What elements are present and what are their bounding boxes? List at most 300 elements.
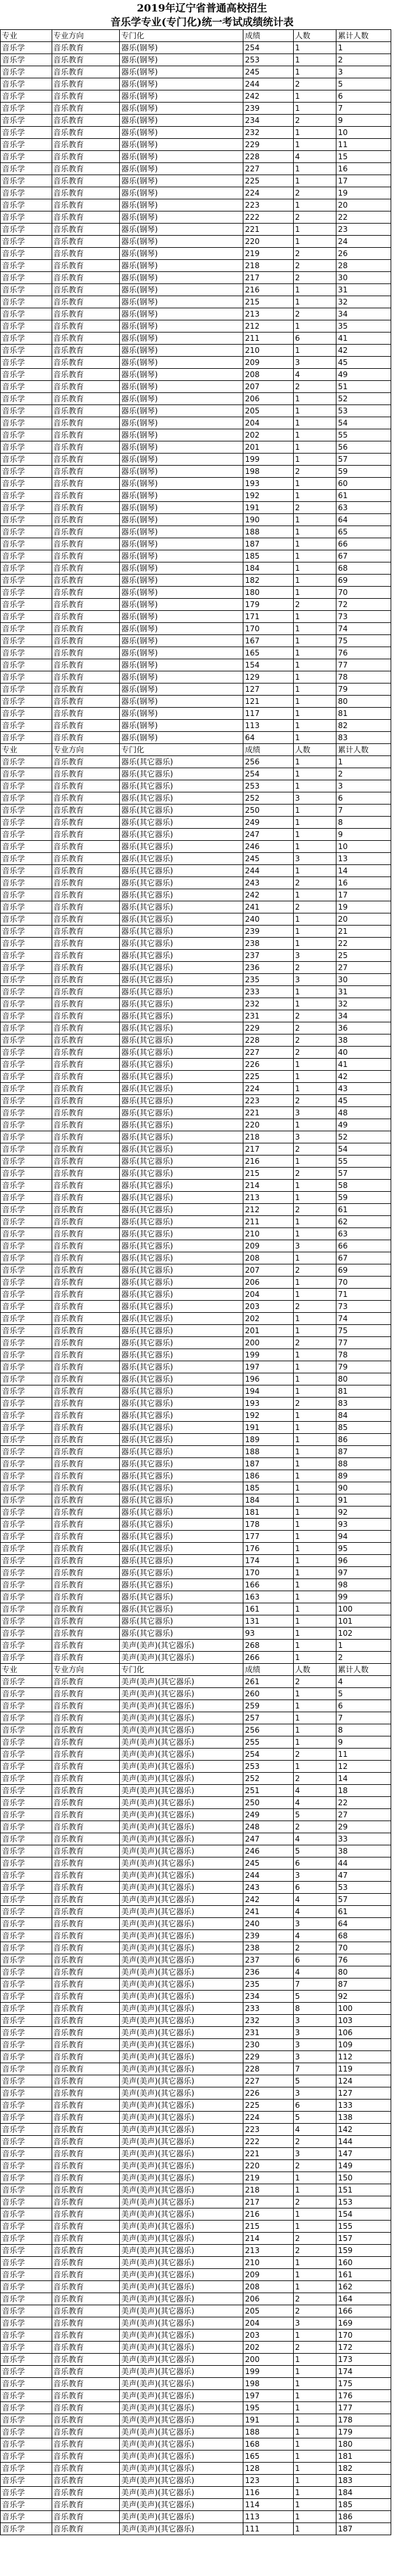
table-cell: 1 bbox=[293, 2463, 336, 2475]
table-cell: 器乐(钢琴) bbox=[120, 405, 243, 417]
table-cell: 4 bbox=[293, 151, 336, 163]
table-cell: 16 bbox=[336, 163, 391, 175]
table-cell: 1 bbox=[293, 2281, 336, 2293]
table-cell: 音乐教育 bbox=[52, 454, 120, 466]
table-row bbox=[1, 1700, 391, 1712]
table-cell: 音乐学 bbox=[1, 1264, 52, 1277]
table-cell: 116 bbox=[243, 2487, 294, 2499]
table-cell: 音乐教育 bbox=[52, 1458, 120, 1470]
table-cell: 231 bbox=[243, 2027, 294, 2039]
table-cell: 11 bbox=[336, 139, 391, 151]
table-cell: 1 bbox=[293, 2378, 336, 2390]
table-cell: 音乐学 bbox=[1, 1531, 52, 1543]
table-cell: 22 bbox=[336, 1797, 391, 1809]
table-row bbox=[1, 1264, 391, 1277]
table-cell: 音乐教育 bbox=[52, 805, 120, 817]
table-cell: 器乐(其它器乐) bbox=[120, 1107, 243, 1119]
table-row bbox=[1, 1373, 391, 1385]
table-cell: 音乐教育 bbox=[52, 1083, 120, 1095]
table-row bbox=[1, 2281, 391, 2293]
table-cell: 210 bbox=[243, 2257, 294, 2269]
table-row bbox=[1, 502, 391, 514]
table-cell: 163 bbox=[243, 1591, 294, 1603]
table-cell: 音乐教育 bbox=[52, 1531, 120, 1543]
table-row bbox=[1, 1531, 391, 1543]
table-cell: 音乐学 bbox=[1, 1797, 52, 1809]
table-row bbox=[1, 1385, 391, 1398]
table-cell: 32 bbox=[336, 296, 391, 308]
table-cell: 215 bbox=[243, 1168, 294, 1180]
table-cell: 43 bbox=[336, 1083, 391, 1095]
table-cell: 美声(美声)(其它器乐) bbox=[120, 1676, 243, 1688]
table-cell: 器乐(其它器乐) bbox=[120, 817, 243, 829]
table-cell: 1 bbox=[293, 998, 336, 1010]
table-cell: 器乐(其它器乐) bbox=[120, 974, 243, 986]
table-cell: 3 bbox=[293, 950, 336, 962]
table-cell: 3 bbox=[336, 780, 391, 792]
table-cell: 音乐教育 bbox=[52, 1192, 120, 1204]
table-cell: 音乐教育 bbox=[52, 1724, 120, 1736]
table-cell: 232 bbox=[243, 998, 294, 1010]
table-row bbox=[1, 139, 391, 151]
table-cell: 113 bbox=[243, 2511, 294, 2523]
table-cell: 器乐(其它器乐) bbox=[120, 1228, 243, 1240]
table-cell: 音乐教育 bbox=[52, 1494, 120, 1506]
table-cell: 254 bbox=[243, 768, 294, 780]
table-cell: 1 bbox=[293, 720, 336, 732]
table-cell: 音乐教育 bbox=[52, 889, 120, 901]
table-cell: 27 bbox=[336, 1809, 391, 1821]
table-cell: 99 bbox=[336, 1591, 391, 1603]
table-row bbox=[1, 441, 391, 454]
table-cell: 254 bbox=[243, 1749, 294, 1761]
table-row bbox=[1, 454, 391, 466]
table-cell: 245 bbox=[243, 66, 294, 78]
table-cell: 音乐学 bbox=[1, 187, 52, 199]
table-cell: 音乐教育 bbox=[52, 103, 120, 115]
table-cell: 83 bbox=[336, 1398, 391, 1410]
table-cell: 音乐学 bbox=[1, 1192, 52, 1204]
table-cell: 音乐教育 bbox=[52, 1410, 120, 1422]
table-cell: 美声(美声)(其它器乐) bbox=[120, 2160, 243, 2172]
table-row bbox=[1, 562, 391, 575]
table-cell: 153 bbox=[336, 2196, 391, 2208]
table-cell: 音乐教育 bbox=[52, 1034, 120, 1047]
table-cell: 147 bbox=[336, 2148, 391, 2160]
table-cell: 器乐(钢琴) bbox=[120, 163, 243, 175]
table-cell: 音乐学 bbox=[1, 732, 52, 744]
table-cell: 音乐教育 bbox=[52, 2342, 120, 2354]
table-cell: 171 bbox=[243, 611, 294, 623]
table-cell: 1 bbox=[293, 103, 336, 115]
table-cell: 音乐教育 bbox=[52, 841, 120, 853]
table-cell: 2 bbox=[293, 599, 336, 611]
table-cell: 62 bbox=[336, 1216, 391, 1228]
table-cell: 57 bbox=[336, 1894, 391, 1906]
table-cell: 音乐学 bbox=[1, 1603, 52, 1615]
table-cell: 1 bbox=[293, 756, 336, 768]
table-row bbox=[1, 671, 391, 683]
table-cell: 音乐教育 bbox=[52, 127, 120, 139]
table-cell: 1 bbox=[293, 1555, 336, 1567]
table-cell: 185 bbox=[243, 1482, 294, 1494]
table-cell: 200 bbox=[243, 1337, 294, 1349]
table-cell: 11 bbox=[336, 1749, 391, 1761]
table-cell: 器乐(钢琴) bbox=[120, 211, 243, 224]
table-cell: 220 bbox=[243, 2160, 294, 2172]
table-cell: 音乐教育 bbox=[52, 2112, 120, 2124]
table-cell: 25 bbox=[336, 950, 391, 962]
table-cell: 音乐教育 bbox=[52, 1591, 120, 1603]
table-cell: 207 bbox=[243, 381, 294, 393]
table-cell: 音乐教育 bbox=[52, 1785, 120, 1797]
table-cell: 213 bbox=[243, 2245, 294, 2257]
table-cell: 1 bbox=[293, 2390, 336, 2402]
table-cell: 185 bbox=[243, 550, 294, 562]
table-cell: 174 bbox=[336, 2366, 391, 2378]
table-cell: 音乐学 bbox=[1, 1398, 52, 1410]
table-cell: 音乐学 bbox=[1, 2003, 52, 2015]
table-cell: 192 bbox=[243, 1410, 294, 1422]
table-cell: 53 bbox=[336, 405, 391, 417]
table-cell: 音乐教育 bbox=[52, 2499, 120, 2511]
table-row bbox=[1, 163, 391, 175]
table-row bbox=[1, 1882, 391, 1894]
table-row bbox=[1, 2402, 391, 2414]
table-row bbox=[1, 998, 391, 1010]
table-cell: 1 bbox=[293, 320, 336, 333]
table-row bbox=[1, 1252, 391, 1264]
table-cell: 173 bbox=[336, 2354, 391, 2366]
table-cell: 器乐(钢琴) bbox=[120, 103, 243, 115]
table-row bbox=[1, 187, 391, 199]
table-cell: 音乐教育 bbox=[52, 2003, 120, 2015]
table-cell: 250 bbox=[243, 805, 294, 817]
table-cell: 144 bbox=[336, 2136, 391, 2148]
table-cell: 89 bbox=[336, 1470, 391, 1482]
table-cell: 1 bbox=[293, 66, 336, 78]
table-row bbox=[1, 2523, 391, 2535]
table-cell: 239 bbox=[243, 103, 294, 115]
table-cell: 199 bbox=[243, 1349, 294, 1361]
table-row bbox=[1, 1845, 391, 1857]
table-cell: 222 bbox=[243, 2136, 294, 2148]
table-row bbox=[1, 2148, 391, 2160]
table-row bbox=[1, 1192, 391, 1204]
table-cell: 1 bbox=[293, 1761, 336, 1773]
table-cell: 160 bbox=[336, 2257, 391, 2269]
watermark-text: 辽宁招生 · 出国留学 bbox=[242, 2552, 399, 2572]
table-cell: 2 bbox=[336, 54, 391, 66]
table-cell: 音乐学 bbox=[1, 1240, 52, 1252]
table-cell: 音乐教育 bbox=[52, 90, 120, 103]
table-cell: 器乐(其它器乐) bbox=[120, 1277, 243, 1289]
table-cell: 器乐(钢琴) bbox=[120, 381, 243, 393]
table-row bbox=[1, 2003, 391, 2015]
table-cell: 音乐教育 bbox=[52, 199, 120, 211]
table-cell: 器乐(其它器乐) bbox=[120, 829, 243, 841]
table-cell: 音乐教育 bbox=[52, 962, 120, 974]
table-cell: 63 bbox=[336, 502, 391, 514]
table-cell: 音乐教育 bbox=[52, 66, 120, 78]
table-cell: 音乐学 bbox=[1, 2511, 52, 2523]
table-cell: 164 bbox=[336, 2293, 391, 2305]
table-cell: 音乐教育 bbox=[52, 478, 120, 490]
table-cell: 器乐(钢琴) bbox=[120, 659, 243, 671]
table-cell: 212 bbox=[243, 1204, 294, 1216]
table-cell: 1 bbox=[293, 696, 336, 708]
table-row bbox=[1, 2160, 391, 2172]
table-row bbox=[1, 1652, 391, 1664]
table-cell: 1 bbox=[293, 296, 336, 308]
table-cell: 1 bbox=[293, 1700, 336, 1712]
table-cell: 音乐学 bbox=[1, 1047, 52, 1059]
table-cell: 音乐教育 bbox=[52, 587, 120, 599]
table-row bbox=[1, 1591, 391, 1603]
table-cell: 240 bbox=[243, 913, 294, 926]
table-cell: 音乐学 bbox=[1, 1301, 52, 1313]
table-cell: 器乐(钢琴) bbox=[120, 671, 243, 683]
table-cell: 音乐学 bbox=[1, 1156, 52, 1168]
table-cell: 音乐学 bbox=[1, 1470, 52, 1482]
table-cell: 224 bbox=[243, 1083, 294, 1095]
table-cell: 音乐教育 bbox=[52, 1361, 120, 1373]
table-cell: 66 bbox=[336, 538, 391, 550]
table-cell: 音乐教育 bbox=[52, 2390, 120, 2402]
table-cell: 255 bbox=[243, 1736, 294, 1749]
table-cell: 1 bbox=[293, 1531, 336, 1543]
table-cell: 13 bbox=[336, 853, 391, 865]
table-cell: 器乐(其它器乐) bbox=[120, 1252, 243, 1264]
table-cell: 184 bbox=[243, 562, 294, 575]
table-cell: 音乐教育 bbox=[52, 2329, 120, 2342]
table-cell: 音乐教育 bbox=[52, 115, 120, 127]
table-cell: 音乐学 bbox=[1, 2451, 52, 2463]
table-cell: 1 bbox=[293, 2511, 336, 2523]
table-cell: 170 bbox=[336, 2329, 391, 2342]
table-cell: 31 bbox=[336, 986, 391, 998]
table-cell: 音乐教育 bbox=[52, 2196, 120, 2208]
table-cell: 2 bbox=[293, 1676, 336, 1688]
table-cell: 器乐(其它器乐) bbox=[120, 841, 243, 853]
table-cell: 1 bbox=[293, 454, 336, 466]
table-cell: 音乐教育 bbox=[52, 1906, 120, 1918]
table-cell: 190 bbox=[243, 514, 294, 526]
table-cell: 美声(美声)(其它器乐) bbox=[120, 2100, 243, 2112]
table-cell: 器乐(其它器乐) bbox=[120, 950, 243, 962]
table-cell: 音乐学 bbox=[1, 1289, 52, 1301]
table-cell: 音乐学 bbox=[1, 514, 52, 526]
table-cell: 音乐学 bbox=[1, 1071, 52, 1083]
table-cell: 154 bbox=[243, 659, 294, 671]
table-cell: 1 bbox=[293, 1567, 336, 1579]
table-row bbox=[1, 1712, 391, 1724]
table-cell: 音乐教育 bbox=[52, 1918, 120, 1930]
table-row bbox=[1, 2475, 391, 2487]
table-cell: 美声(美声)(其它器乐) bbox=[120, 2196, 243, 2208]
table-cell: 249 bbox=[243, 817, 294, 829]
table-cell: 2 bbox=[293, 1047, 336, 1059]
table-cell: 2 bbox=[293, 877, 336, 889]
table-row bbox=[1, 950, 391, 962]
table-cell: 61 bbox=[336, 1906, 391, 1918]
table-cell: 音乐教育 bbox=[52, 2051, 120, 2063]
table-row bbox=[1, 1761, 391, 1773]
table-cell: 音乐学 bbox=[1, 211, 52, 224]
table-cell: 1 bbox=[293, 1325, 336, 1337]
table-row bbox=[1, 1047, 391, 1059]
table-cell: 1 bbox=[293, 1083, 336, 1095]
table-cell: 音乐学 bbox=[1, 1857, 52, 1870]
table-cell: 196 bbox=[243, 1373, 294, 1385]
table-cell: 音乐教育 bbox=[52, 1603, 120, 1615]
table-cell: 1 bbox=[293, 938, 336, 950]
table-cell: 音乐教育 bbox=[52, 865, 120, 877]
table-cell: 166 bbox=[243, 1579, 294, 1591]
table-cell: 1 bbox=[293, 1543, 336, 1555]
table-cell: 音乐学 bbox=[1, 115, 52, 127]
table-cell: 音乐教育 bbox=[52, 683, 120, 696]
table-cell: 器乐(钢琴) bbox=[120, 127, 243, 139]
table-cell: 音乐学 bbox=[1, 2378, 52, 2390]
table-cell: 180 bbox=[336, 2438, 391, 2451]
table-cell: 1 bbox=[293, 1361, 336, 1373]
table-row bbox=[1, 1833, 391, 1845]
table-cell: 音乐教育 bbox=[52, 1264, 120, 1277]
table-cell: 音乐学 bbox=[1, 1724, 52, 1736]
table-cell: 179 bbox=[243, 599, 294, 611]
table-cell: 音乐教育 bbox=[52, 2100, 120, 2112]
table-cell: 器乐(钢琴) bbox=[120, 611, 243, 623]
table-cell: 音乐学 bbox=[1, 199, 52, 211]
table-cell: 248 bbox=[243, 1821, 294, 1833]
column-header: 人数 bbox=[293, 30, 336, 42]
table-cell: 14 bbox=[336, 1773, 391, 1785]
table-cell: 75 bbox=[336, 635, 391, 647]
table-cell: 2 bbox=[293, 272, 336, 284]
table-cell: 音乐学 bbox=[1, 90, 52, 103]
table-cell: 2 bbox=[293, 187, 336, 199]
table-cell: 音乐学 bbox=[1, 2414, 52, 2426]
table-cell: 9 bbox=[336, 115, 391, 127]
table-cell: 241 bbox=[243, 1906, 294, 1918]
table-cell: 206 bbox=[243, 2293, 294, 2305]
table-cell: 4 bbox=[293, 1966, 336, 1979]
table-cell: 器乐(其它器乐) bbox=[120, 853, 243, 865]
table-row bbox=[1, 526, 391, 538]
table-cell: 音乐教育 bbox=[52, 514, 120, 526]
table-row bbox=[1, 1930, 391, 1942]
table-cell: 84 bbox=[336, 1410, 391, 1422]
table-cell: 音乐教育 bbox=[52, 1022, 120, 1034]
table-cell: 音乐学 bbox=[1, 1385, 52, 1398]
table-cell: 音乐教育 bbox=[52, 1470, 120, 1482]
table-cell: 52 bbox=[336, 393, 391, 405]
table-cell: 音乐学 bbox=[1, 248, 52, 260]
table-cell: 45 bbox=[336, 1095, 391, 1107]
table-cell: 美声(美声)(其它器乐) bbox=[120, 1712, 243, 1724]
table-cell: 1 bbox=[293, 1628, 336, 1640]
table-row bbox=[1, 1301, 391, 1313]
table-cell: 美声(美声)(其它器乐) bbox=[120, 2451, 243, 2463]
table-row bbox=[1, 659, 391, 671]
table-row bbox=[1, 2317, 391, 2329]
table-cell: 音乐学 bbox=[1, 2196, 52, 2208]
table-cell: 5 bbox=[293, 2075, 336, 2087]
table-cell: 器乐(钢琴) bbox=[120, 224, 243, 236]
table-row bbox=[1, 103, 391, 115]
table-cell: 音乐学 bbox=[1, 1337, 52, 1349]
table-cell: 音乐教育 bbox=[52, 1628, 120, 1640]
table-cell: 1 bbox=[293, 2184, 336, 2196]
table-cell: 音乐教育 bbox=[52, 1156, 120, 1168]
table-row bbox=[1, 2487, 391, 2499]
table-cell: 5 bbox=[336, 78, 391, 90]
table-cell: 78 bbox=[336, 1349, 391, 1361]
table-cell: 音乐学 bbox=[1, 2051, 52, 2063]
table-cell: 音乐教育 bbox=[52, 1555, 120, 1567]
table-cell: 音乐学 bbox=[1, 1628, 52, 1640]
table-cell: 美声(美声)(其它器乐) bbox=[120, 2233, 243, 2245]
table-cell: 220 bbox=[243, 1119, 294, 1131]
table-cell: 音乐学 bbox=[1, 853, 52, 865]
table-cell: 音乐教育 bbox=[52, 708, 120, 720]
table-row bbox=[1, 1942, 391, 1954]
table-cell: 92 bbox=[336, 1991, 391, 2003]
table-cell: 1 bbox=[293, 1410, 336, 1422]
table-row bbox=[1, 708, 391, 720]
table-row bbox=[1, 938, 391, 950]
table-cell: 音乐教育 bbox=[52, 1688, 120, 1700]
table-cell: 音乐学 bbox=[1, 2366, 52, 2378]
table-cell: 音乐教育 bbox=[52, 441, 120, 454]
score-table-body bbox=[1, 30, 391, 2535]
table-cell: 美声(美声)(其它器乐) bbox=[120, 2293, 243, 2305]
table-row bbox=[1, 1724, 391, 1736]
table-cell: 音乐教育 bbox=[52, 2039, 120, 2051]
table-cell: 美声(美声)(其它器乐) bbox=[120, 2184, 243, 2196]
table-cell: 音乐教育 bbox=[52, 1519, 120, 1531]
table-row bbox=[1, 248, 391, 260]
table-cell: 音乐学 bbox=[1, 1034, 52, 1047]
table-cell: 1 bbox=[293, 1059, 336, 1071]
table-cell: 133 bbox=[336, 2100, 391, 2112]
table-cell: 63 bbox=[336, 1228, 391, 1240]
table-cell: 器乐(其它器乐) bbox=[120, 1470, 243, 1482]
table-cell: 4 bbox=[293, 1797, 336, 1809]
table-cell: 68 bbox=[336, 1930, 391, 1942]
table-cell: 42 bbox=[336, 345, 391, 357]
table-cell: 1 bbox=[293, 478, 336, 490]
table-cell: 170 bbox=[243, 623, 294, 635]
table-cell: 音乐教育 bbox=[52, 2438, 120, 2451]
table-cell: 音乐学 bbox=[1, 1749, 52, 1761]
table-cell: 191 bbox=[243, 1422, 294, 1434]
table-row bbox=[1, 2305, 391, 2317]
table-cell: 音乐教育 bbox=[52, 1446, 120, 1458]
table-cell: 23 bbox=[336, 224, 391, 236]
table-cell: 器乐(钢琴) bbox=[120, 720, 243, 732]
table-cell: 音乐学 bbox=[1, 2293, 52, 2305]
table-cell: 美声(美声)(其它器乐) bbox=[120, 2342, 243, 2354]
table-cell: 216 bbox=[243, 1156, 294, 1168]
table-cell: 184 bbox=[243, 1494, 294, 1506]
table-cell: 119 bbox=[336, 2063, 391, 2075]
table-row bbox=[1, 2451, 391, 2463]
table-cell: 117 bbox=[243, 708, 294, 720]
table-cell: 音乐教育 bbox=[52, 1095, 120, 1107]
table-row bbox=[1, 962, 391, 974]
